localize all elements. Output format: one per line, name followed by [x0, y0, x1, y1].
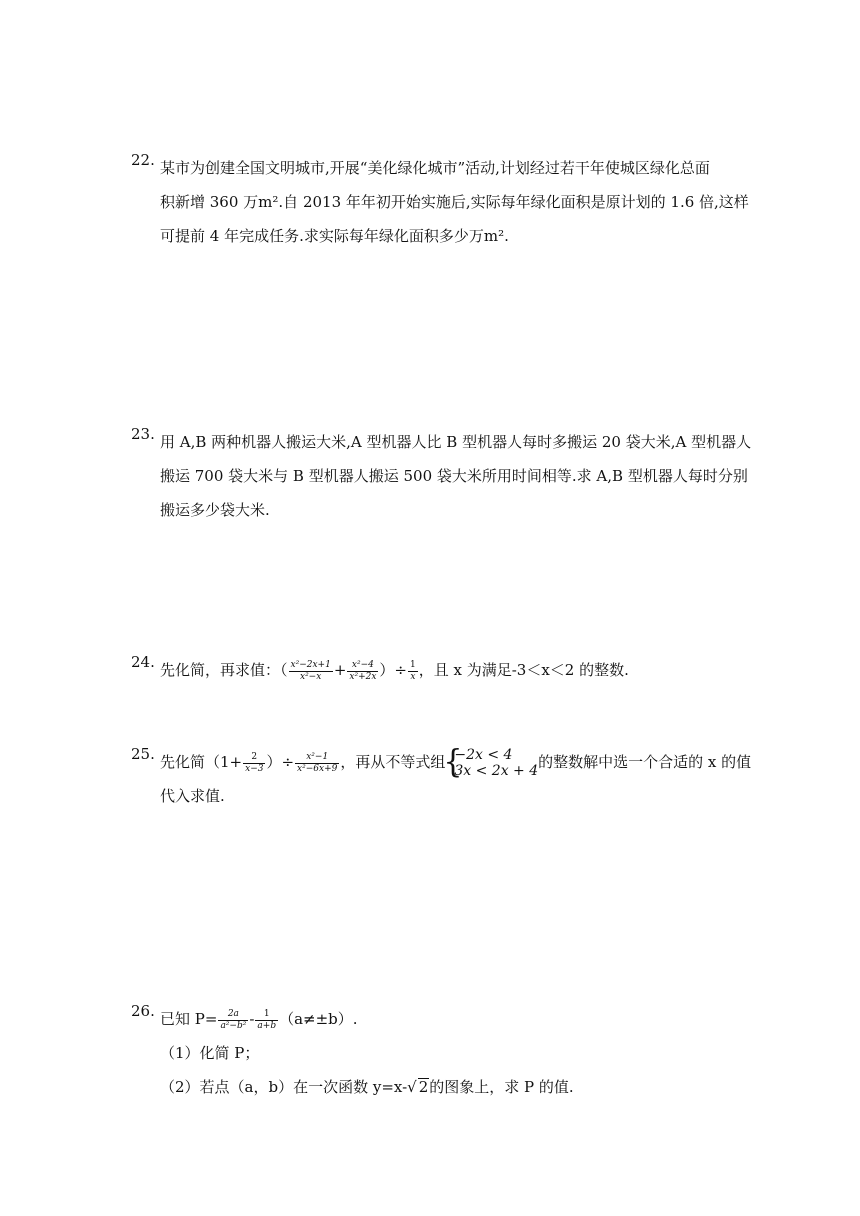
question-number: 24.: [131, 653, 155, 671]
text-prefix: 已知 P=: [160, 1010, 218, 1028]
fraction: [408, 660, 418, 683]
text-suffix: 的图象上，求 P 的值.: [429, 1078, 574, 1096]
sub-question: [160, 1070, 751, 1104]
question-text-line: [160, 1002, 751, 1036]
fraction: [347, 660, 378, 683]
denominator: a²−b²: [220, 1020, 247, 1031]
plus-sign: +: [333, 661, 347, 679]
inequality-system: [443, 744, 539, 781]
question-number: 26.: [131, 1002, 155, 1020]
denominator: x−3: [245, 763, 264, 774]
question-22: [131, 151, 751, 253]
question-text-line: 搬运 700 袋大米与 B 型机器人搬运 500 袋大米所用时间相等.求 A,B 型机器人每时分别: [160, 467, 748, 485]
condition: （a≠±b）.: [279, 1010, 358, 1028]
inequality: 3x < 2x + 4: [454, 763, 539, 779]
numerator: 2a: [218, 1009, 248, 1021]
fraction: [218, 1009, 248, 1032]
text-prefix: 先化简，再求值：（: [160, 661, 288, 679]
divide-sign: ）÷: [266, 753, 295, 771]
question-text-line: 某市为创建全国文明城市,开展“美化绿化城市”活动,计划经过若干年使城区绿化总面: [160, 159, 710, 177]
numerator: 2: [243, 752, 265, 764]
question-25: [131, 745, 751, 813]
question-text-line: 积新增 360 万m².自 2013 年年初开始实施后,实际每年绿化面积是原计划的 1.6 倍,这样: [160, 193, 749, 211]
numerator: x²−2x+1: [290, 659, 331, 670]
numerator: 1: [410, 659, 416, 670]
question-number: 25.: [131, 745, 155, 763]
divide-sign: ）÷: [379, 661, 407, 679]
text-prefix: （2）若点（a，b）在一次函数 y=x-: [160, 1078, 408, 1096]
question-text-line: 用 A,B 两种机器人搬运大米,A 型机器人比 B 型机器人每时多搬运 20 袋大米,A 型机器人: [160, 433, 752, 451]
denominator: a+b: [257, 1020, 277, 1031]
denominator: x²+2x: [349, 671, 377, 682]
question-text-line: 可提前 4 年完成任务.求实际每年绿化面积多少万m².: [160, 227, 509, 245]
denominator: x: [410, 671, 416, 682]
fraction: [289, 660, 333, 683]
inequality: −2x < 4: [454, 747, 513, 763]
text-suffix: ，且 x 为满足-3＜x＜2 的整数.: [418, 661, 629, 679]
minus-sign: -: [249, 1010, 255, 1028]
numerator: 1: [255, 1009, 278, 1021]
numerator: x²−4: [347, 660, 378, 672]
sub-question: （1）化简 P；: [160, 1044, 260, 1062]
text-prefix: 先化简（1+: [160, 753, 243, 771]
text-mid: ，再从不等式组: [340, 753, 446, 771]
question-24: [131, 653, 751, 687]
question-26: [131, 1002, 751, 1104]
fraction: [295, 752, 339, 775]
numerator: x²−1: [295, 752, 339, 764]
question-23: [131, 425, 751, 527]
question-text-line: 代入求值.: [160, 787, 225, 805]
brace-icon: {: [443, 744, 463, 781]
question-number: 23.: [131, 425, 155, 443]
question-number: 22.: [131, 151, 155, 169]
sqrt-radicand: 2: [418, 1078, 429, 1096]
fraction: [255, 1009, 278, 1032]
question-text-line: 搬运多少袋大米.: [160, 501, 270, 519]
fraction: [243, 752, 265, 775]
question-text-line: [160, 653, 751, 687]
question-text-line: [160, 745, 751, 779]
denominator: x²−6x+9: [297, 763, 338, 774]
denominator: x²−x: [300, 671, 322, 682]
text-suffix: 的整数解中选一个合适的 x 的值: [538, 753, 752, 771]
sqrt-icon: √: [407, 1078, 417, 1096]
